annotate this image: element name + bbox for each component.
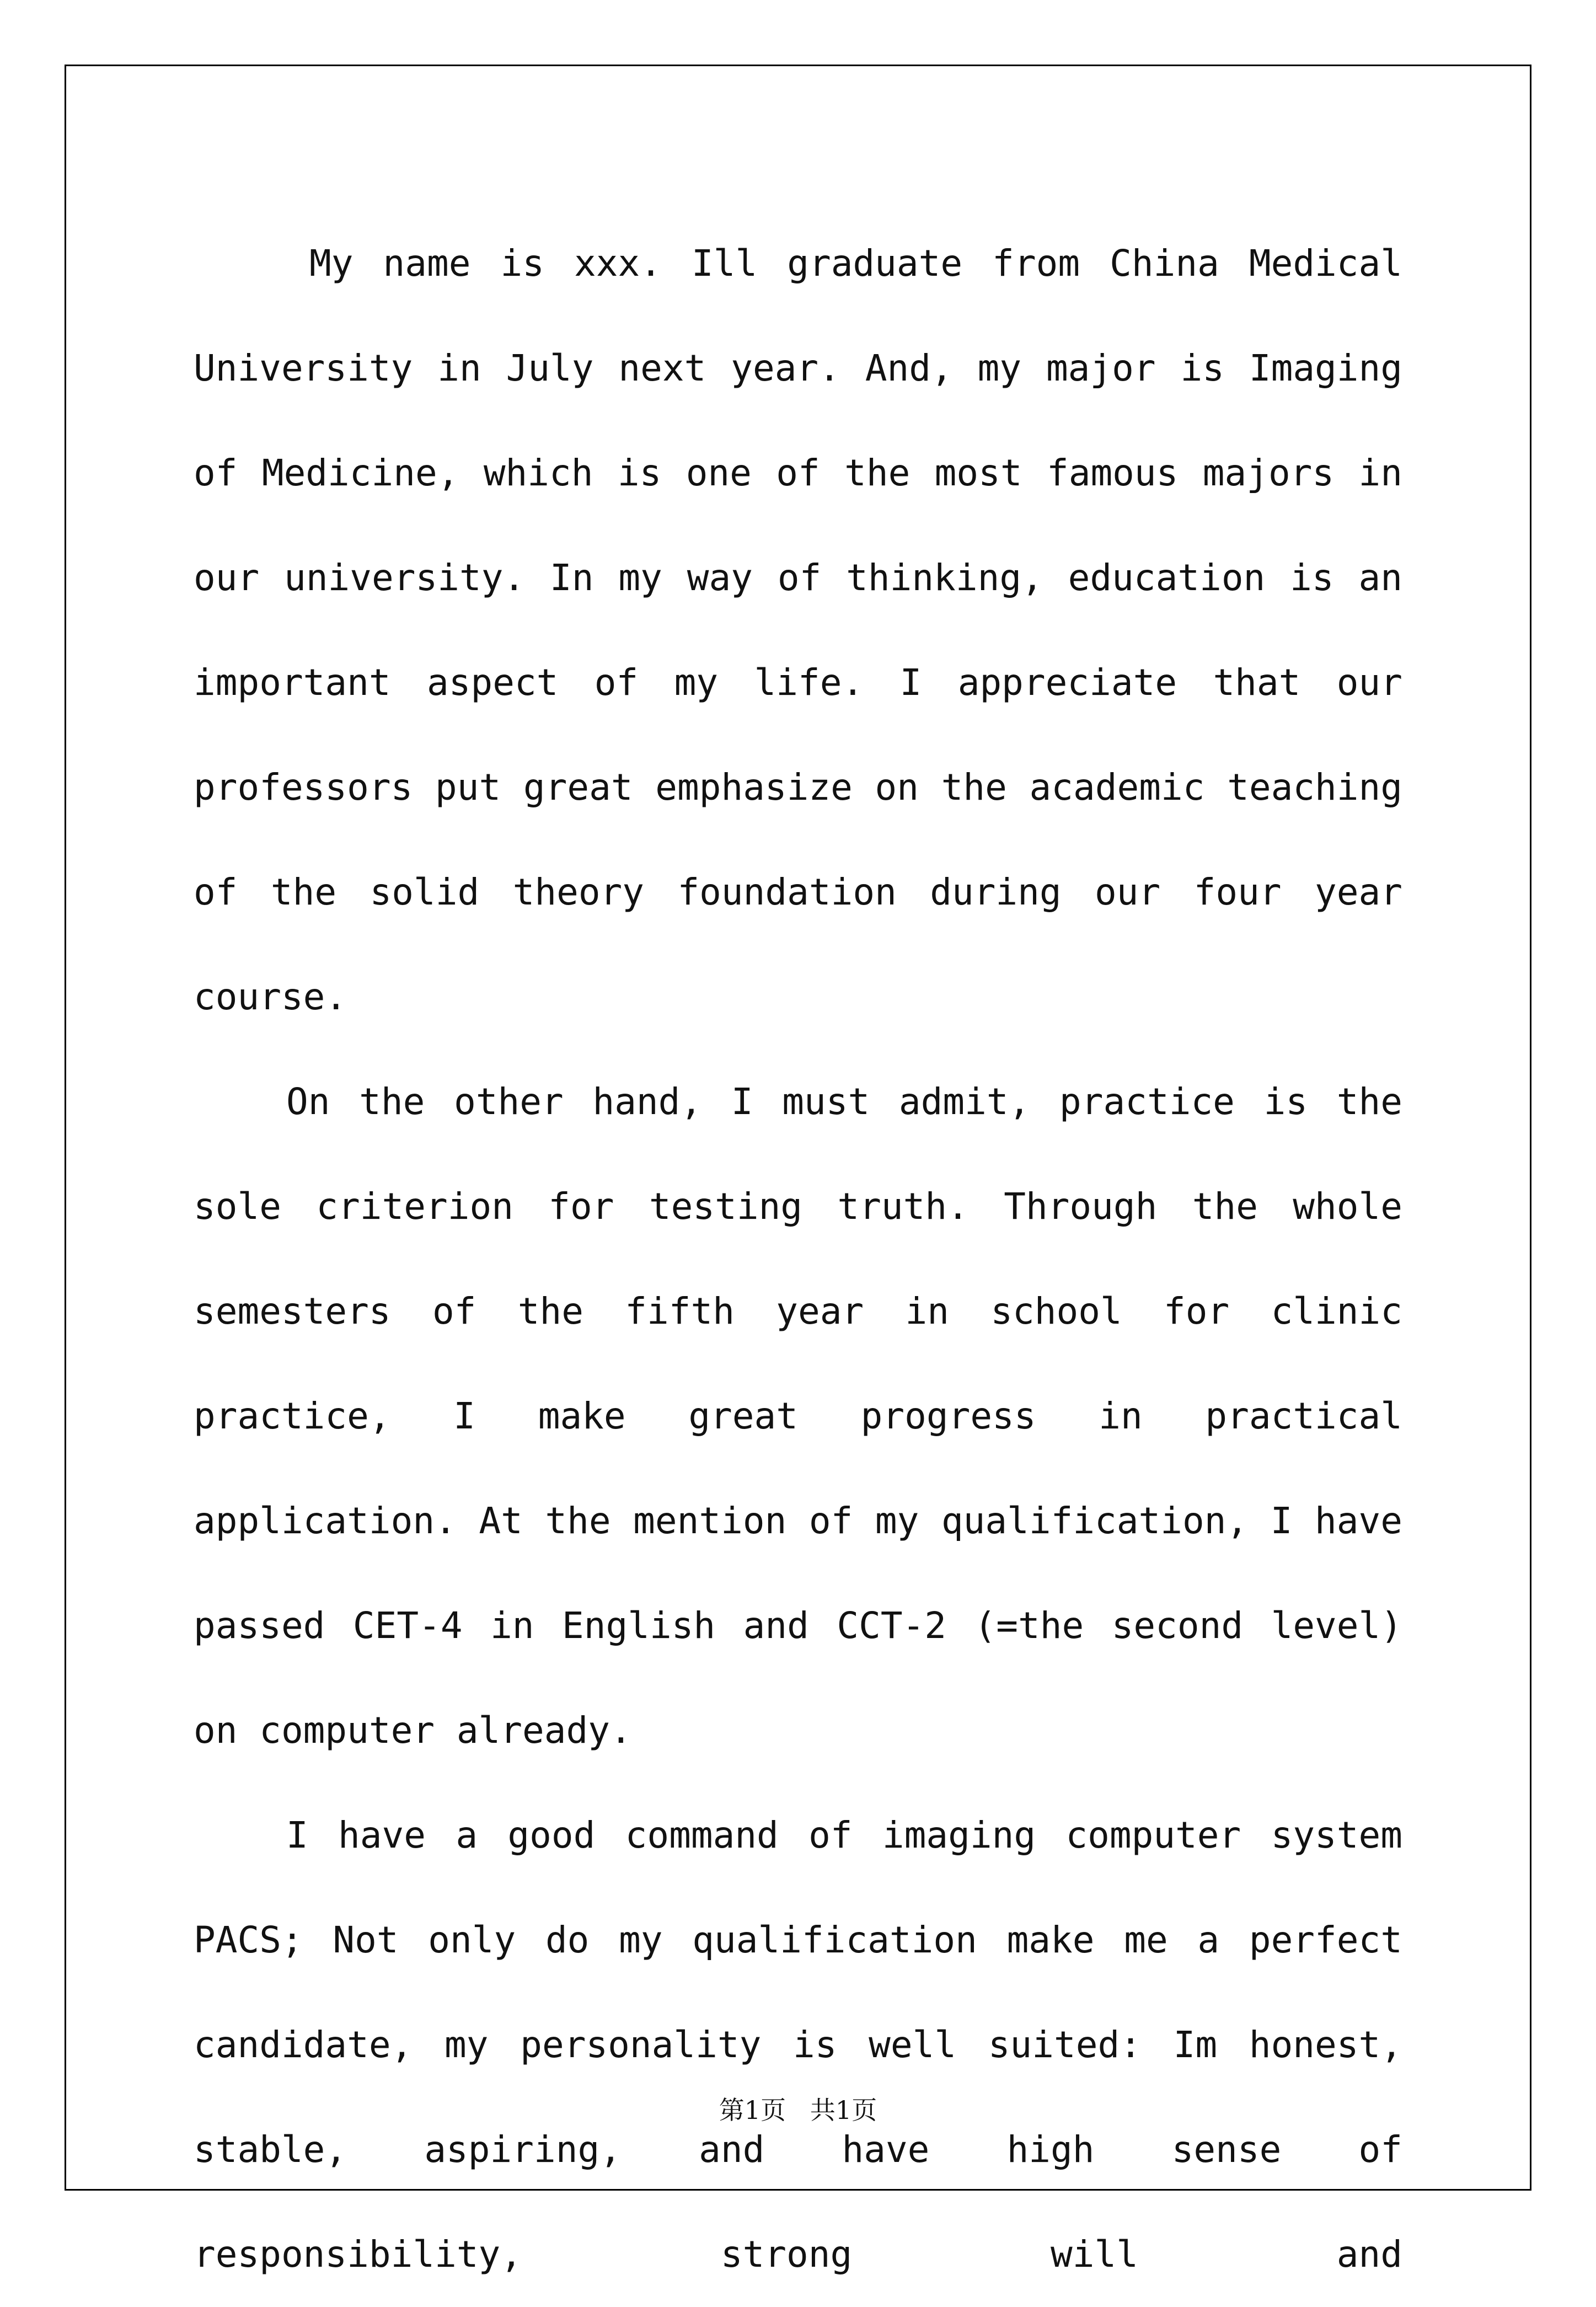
document-body (194, 211, 1402, 2307)
paragraph-2: On the other hand, I must admit, practice is the sole criterion for testing truth. Through the whole semesters of the fifth year in school for clinic practice, I make great progress in practical application. At the mention of my qualification, I have passed CET-4 in English and CCT-2 (=the second level) on computer already. (194, 1080, 1402, 1752)
paragraph-3: I have a good command of imaging computer system PACS; Not only do my qualification make me a perfect candidate, my personality is well suited: Im honest, stable, aspiring, and have high sense of responsibility, strong will and (194, 1814, 1402, 2276)
page-footer: 第1页 共1页 (719, 2095, 877, 2125)
paragraph-1: My name is xxx. Ill graduate from China Medical University in July next year. And, my major is Imaging of Medicine, which is one of the most famous majors in our university. In my way of thinking, education is an important aspect of my life. I appreciate that our professors put great emphasize on the academic teaching of the solid theory foundation during our four year course. (194, 242, 1402, 1018)
